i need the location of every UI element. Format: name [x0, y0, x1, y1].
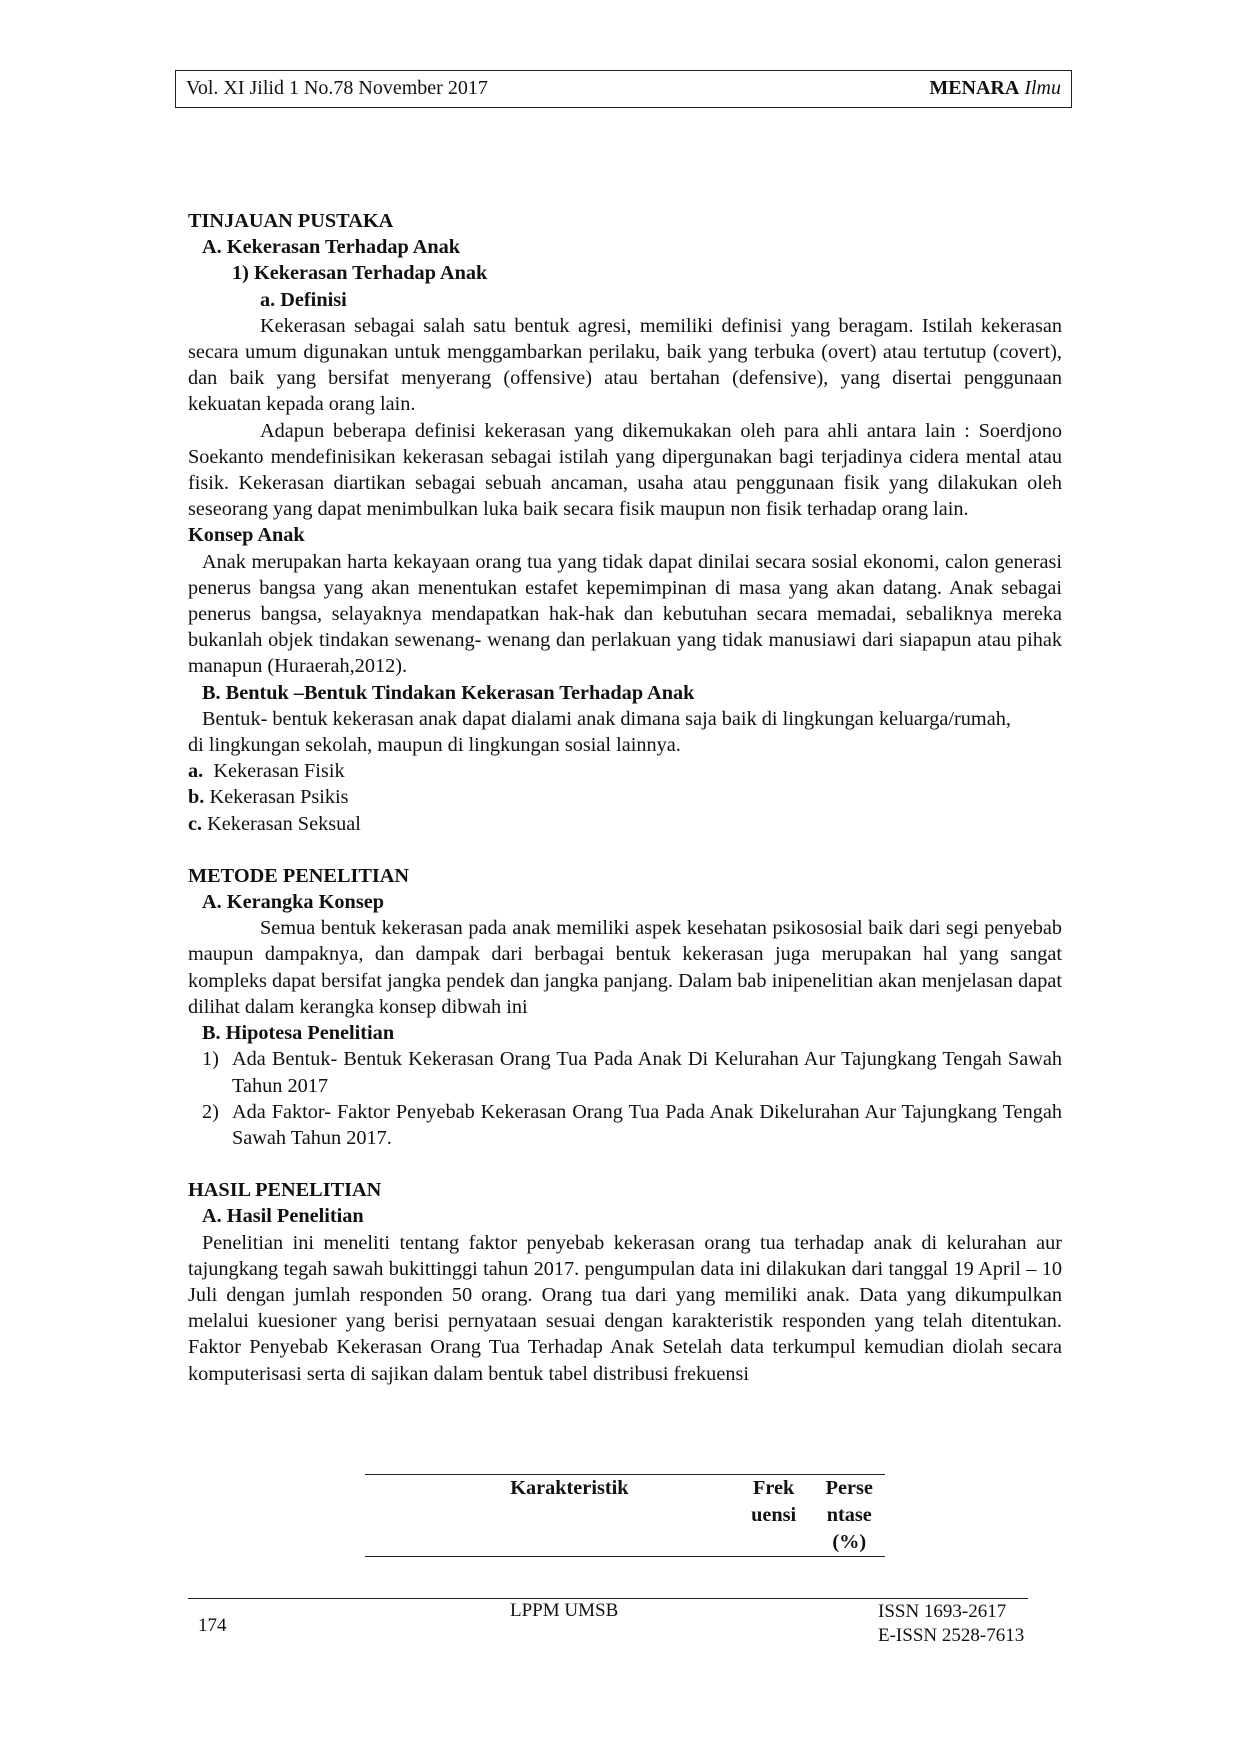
table-header-karakteristik: Karakteristik [510, 1477, 629, 1499]
paragraph-bentuk-1: Bentuk- bentuk kekerasan anak dapat dialami anak dimana saja baik di lingkungan keluarga/rumah, [202, 707, 1011, 730]
hypothesis-text: Ada Faktor- Faktor Penyebab Kekerasan Orang Tua Pada Anak Dikelurahan Aur Tajungkang Tengah Sawah Tahun 2017. [232, 1100, 1062, 1149]
paragraph-definisi-1: Kekerasan sebagai salah satu bentuk agresi, memiliki definisi yang beragam. Istilah kekerasan secara umum digunakan untuk menggambarkan perilaku, baik yang terbuka (overt) atau tertutup (covert), dan baik yang bersifat menyerang (offensive) atau bertahan (defensive), yang disertai penggunaan kekuatan kepada orang lain. [188, 314, 1062, 416]
page-number: 174 [198, 1615, 227, 1636]
journal-header [175, 70, 1072, 108]
footer-divider [188, 1598, 1028, 1599]
footer-issn [878, 1600, 1024, 1648]
subheading-hipotesa: B. Hipotesa Penelitian [202, 1022, 395, 1045]
hypothesis-number: 1) [202, 1048, 219, 1071]
hypothesis-text: Ada Bentuk- Bentuk Kekerasan Orang Tua Pada Anak Di Kelurahan Aur Tajungkang Tengah Sawah Tahun 2017 [232, 1048, 1062, 1097]
eissn: E-ISSN 2528-7613 [878, 1625, 1025, 1646]
list-item [188, 784, 1062, 810]
table-header-persentase: Perse ntase (%) [825, 1477, 873, 1553]
subheading-definisi: a. Definisi [260, 288, 347, 311]
article-body [188, 208, 1062, 1387]
issn: ISSN 1693-2617 [878, 1601, 1007, 1622]
journal-title [929, 77, 1061, 100]
frequency-table [365, 1474, 885, 1557]
list-text: Kekerasan Fisik [213, 760, 345, 783]
paragraph-konsep-anak: Anak merupakan harta kekayaan orang tua yang tidak dapat dinilai secara sosial ekonomi, calon generasi penerus bangsa yang akan menentukan estafet kepemimpinan di masa yang akan datang. Anak sebagai penerus bangsa, selayaknya mendapatkan hak-hak dan kebutuhan secara memadai, sebaliknya mereka bukanlah objek tindakan sewenang- wenang dan perlakuan yang tidak manusiawi dari siapapun atau pihak manapun (Huraerah,2012). [188, 550, 1062, 678]
list-text: Kekerasan Psikis [209, 786, 349, 809]
subheading-hasil: A. Hasil Penelitian [202, 1205, 364, 1228]
hypothesis-item [188, 1046, 1062, 1098]
hypothesis-item [188, 1099, 1062, 1151]
journal-title-bold: MENARA [929, 77, 1020, 99]
journal-volume: Vol. XI Jilid 1 No.78 November 2017 [186, 77, 488, 99]
subheading-konsep-anak: Konsep Anak [188, 524, 305, 547]
section-heading-metode: METODE PENELITIAN [188, 864, 410, 887]
list-mark: c. [188, 812, 203, 835]
paragraph-bentuk-2: di lingkungan sekolah, maupun di lingkungan sosial lainnya. [188, 734, 681, 757]
footer-publisher: LPPM UMSB [510, 1600, 619, 1621]
section-heading-tinjauan: TINJAUAN PUSTAKA [188, 210, 394, 232]
list-mark: a. [188, 760, 204, 783]
subheading-kerangka: A. Kerangka Konsep [202, 891, 384, 914]
hypothesis-number: 2) [202, 1100, 219, 1123]
subheading-kekerasan: A. Kekerasan Terhadap Anak [202, 236, 461, 259]
paragraph-kerangka: Semua bentuk kekerasan pada anak memiliki aspek kesehatan psikososial baik dari segi penyebab maupun dampaknya, dan dampak dari berbagai bentuk kekerasan juga merupakan hal yang sangat kompleks dapat bersifat jangka pendek dan jangka panjang. Dalam bab inipenelitian akan menjelasan dapat dilihat dalam kerangka konsep dibwah ini [188, 917, 1062, 1018]
list-mark: b. [188, 786, 205, 809]
paragraph-definisi-2: Adapun beberapa definisi kekerasan yang dikemukakan oleh para ahli antara lain : Soerdjono Soekanto mendefinisikan kekerasan sebagai istilah yang dipergunakan bagi terjadinya cidera mental atau fisik. Kekerasan diartikan sebagai sebuah ancaman, usaha atau penggunaan fisik yang dilakukan oleh seseorang yang dapat menimbulkan luka baik secara fisik maupun non fisik terhadap orang lain. [188, 419, 1062, 521]
list-text: Kekerasan Seksual [207, 812, 361, 835]
paragraph-hasil: Penelitian ini meneliti tentang faktor penyebab kekerasan orang tua terhadap anak di kelurahan aur tajungkang tegah sawah bukittinggi tahun 2017. pengumpulan data ini dilakukan dari tanggal 19 April – 10 Juli dengan jumlah responden 50 orang. Orang tua dari yang memiliki anak. Data yang dikumpulkan melalui kuesioner yang berisi pernyataan sesuai dengan karakteristik responden yang telah ditentukan. Faktor Penyebab Kekerasan Orang Tua Terhadap Anak Setelah data terkumpul kemudian diolah secara komputerisasi serta di sajikan dalam bentuk tabel distribusi frekuensi [188, 1231, 1062, 1385]
table-header-row [365, 1475, 885, 1557]
list-item [188, 758, 1062, 784]
list-item [188, 811, 1062, 837]
subheading-bentuk: B. Bentuk –Bentuk Tindakan Kekerasan Terhadap Anak [202, 681, 695, 704]
table-header-frekuensi: Frek uensi [751, 1477, 797, 1526]
journal-title-italic: Ilmu [1024, 77, 1061, 99]
section-heading-hasil: HASIL PENELITIAN [188, 1179, 382, 1202]
subheading-1: 1) Kekerasan Terhadap Anak [232, 262, 488, 285]
